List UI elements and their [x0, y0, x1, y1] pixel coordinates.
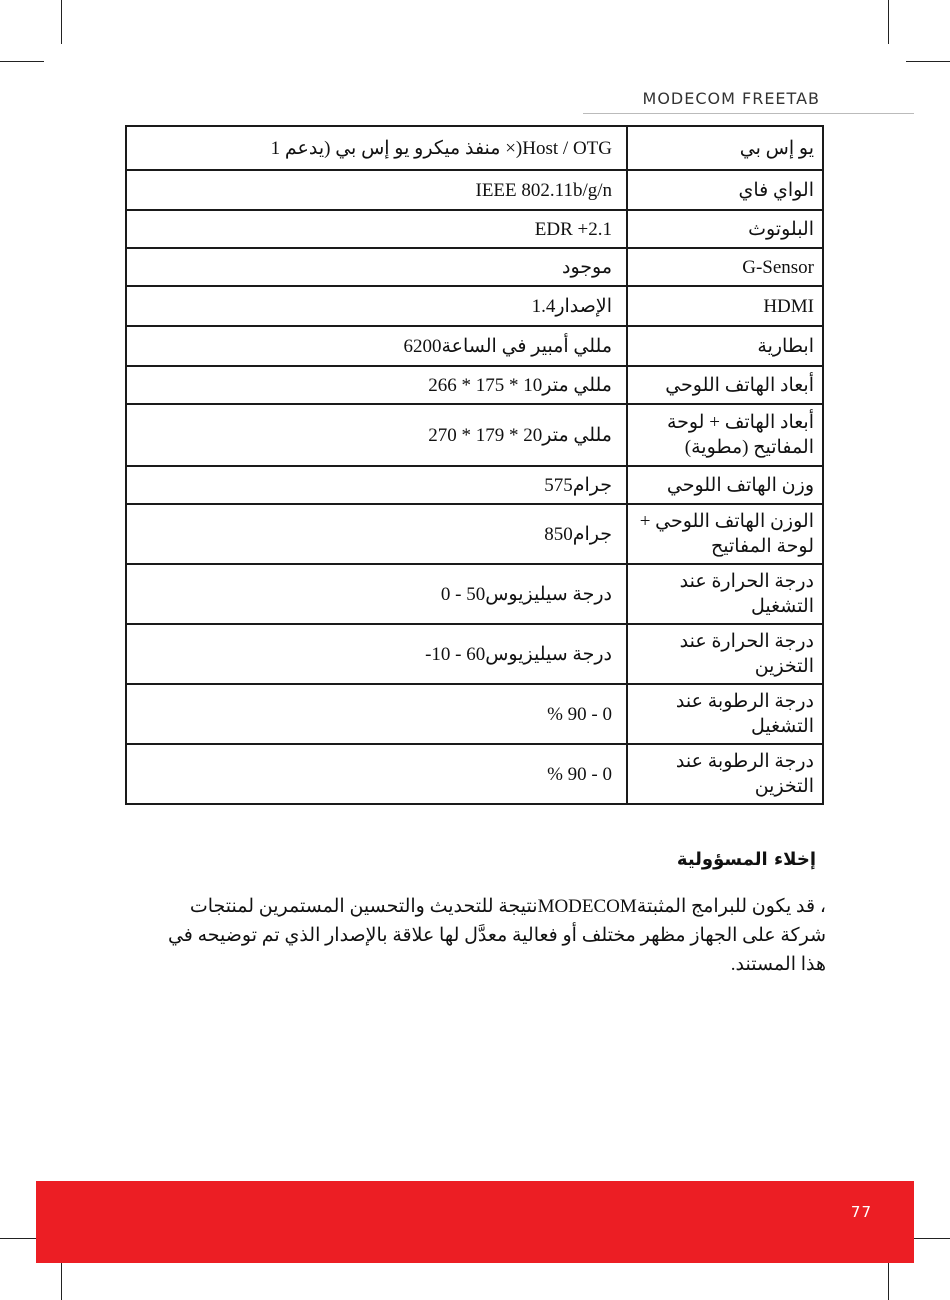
spec-row [126, 210, 823, 248]
spec-value: Host / OTG(× منفذ ميكرو يو إس بي (يدعم 1 [126, 126, 627, 170]
disclaimer-title: إخلاء المسؤولية [676, 849, 816, 870]
header-title: MODECOM FREETAB [642, 89, 820, 108]
spec-label: درجة الرطوبة عند التخزين [627, 744, 823, 804]
spec-label: درجة الرطوبة عند التشغيل [627, 684, 823, 744]
spec-label: أبعاد الهاتف اللوحي [627, 366, 823, 404]
crop-mark [61, 0, 62, 44]
page-number: 77 [850, 1203, 872, 1221]
spec-row [126, 744, 823, 804]
spec-value: IEEE 802.11b/g/n [126, 170, 627, 210]
spec-row [126, 286, 823, 326]
spec-value: الإصدار1.4 [126, 286, 627, 326]
spec-table [125, 125, 824, 805]
spec-row [126, 404, 823, 466]
spec-label: أبعاد الهاتف + لوحة المفاتيح (مطوية) [627, 404, 823, 466]
spec-label: الوزن الهاتف اللوحي + لوحة المفاتيح [627, 504, 823, 564]
spec-label: الواي فاي [627, 170, 823, 210]
spec-row [126, 564, 823, 624]
spec-value: 0 - 90 % [126, 744, 627, 804]
spec-table-body [126, 126, 823, 804]
spec-row [126, 126, 823, 170]
spec-value: مللي متر20 * 179 * 270 [126, 404, 627, 466]
spec-label: G-Sensor [627, 248, 823, 286]
crop-mark [888, 0, 889, 44]
crop-mark [0, 61, 44, 62]
spec-value: جرام575 [126, 466, 627, 504]
spec-label: يو إس بي [627, 126, 823, 170]
spec-value: درجة سيليزيوس60 - 10- [126, 624, 627, 684]
spec-value: درجة سيليزيوس50 - 0 [126, 564, 627, 624]
spec-value: 0 - 90 % [126, 684, 627, 744]
spec-row [126, 684, 823, 744]
header-rule [583, 113, 914, 114]
spec-row [126, 504, 823, 564]
spec-value: مللي متر10 * 175 * 266 [126, 366, 627, 404]
spec-value: موجود [126, 248, 627, 286]
spec-value: 2.1+ EDR [126, 210, 627, 248]
spec-row [126, 624, 823, 684]
spec-row [126, 366, 823, 404]
spec-row [126, 170, 823, 210]
spec-row [126, 248, 823, 286]
spec-label: درجة الحرارة عند التشغيل [627, 564, 823, 624]
spec-value: مللي أمبير في الساعة6200 [126, 326, 627, 366]
disclaimer-text: ، قد يكون للبرامج المثبتةMODECOMنتيجة للتحديث والتحسين المستمرين لمنتجات شركة على الجهاز مظهر مختلف أو فعالية معدَّل لها علاقة بالإصدار الذي تم توضيحه في هذا المستند. [167, 896, 826, 975]
spec-row [126, 466, 823, 504]
spec-row [126, 326, 823, 366]
spec-label: HDMI [627, 286, 823, 326]
crop-mark [906, 61, 950, 62]
spec-label: وزن الهاتف اللوحي [627, 466, 823, 504]
footer-bar [36, 1181, 914, 1263]
spec-label: ابطارية [627, 326, 823, 366]
spec-label: البلوتوث [627, 210, 823, 248]
spec-value: جرام850 [126, 504, 627, 564]
spec-label: درجة الحرارة عند التخزين [627, 624, 823, 684]
